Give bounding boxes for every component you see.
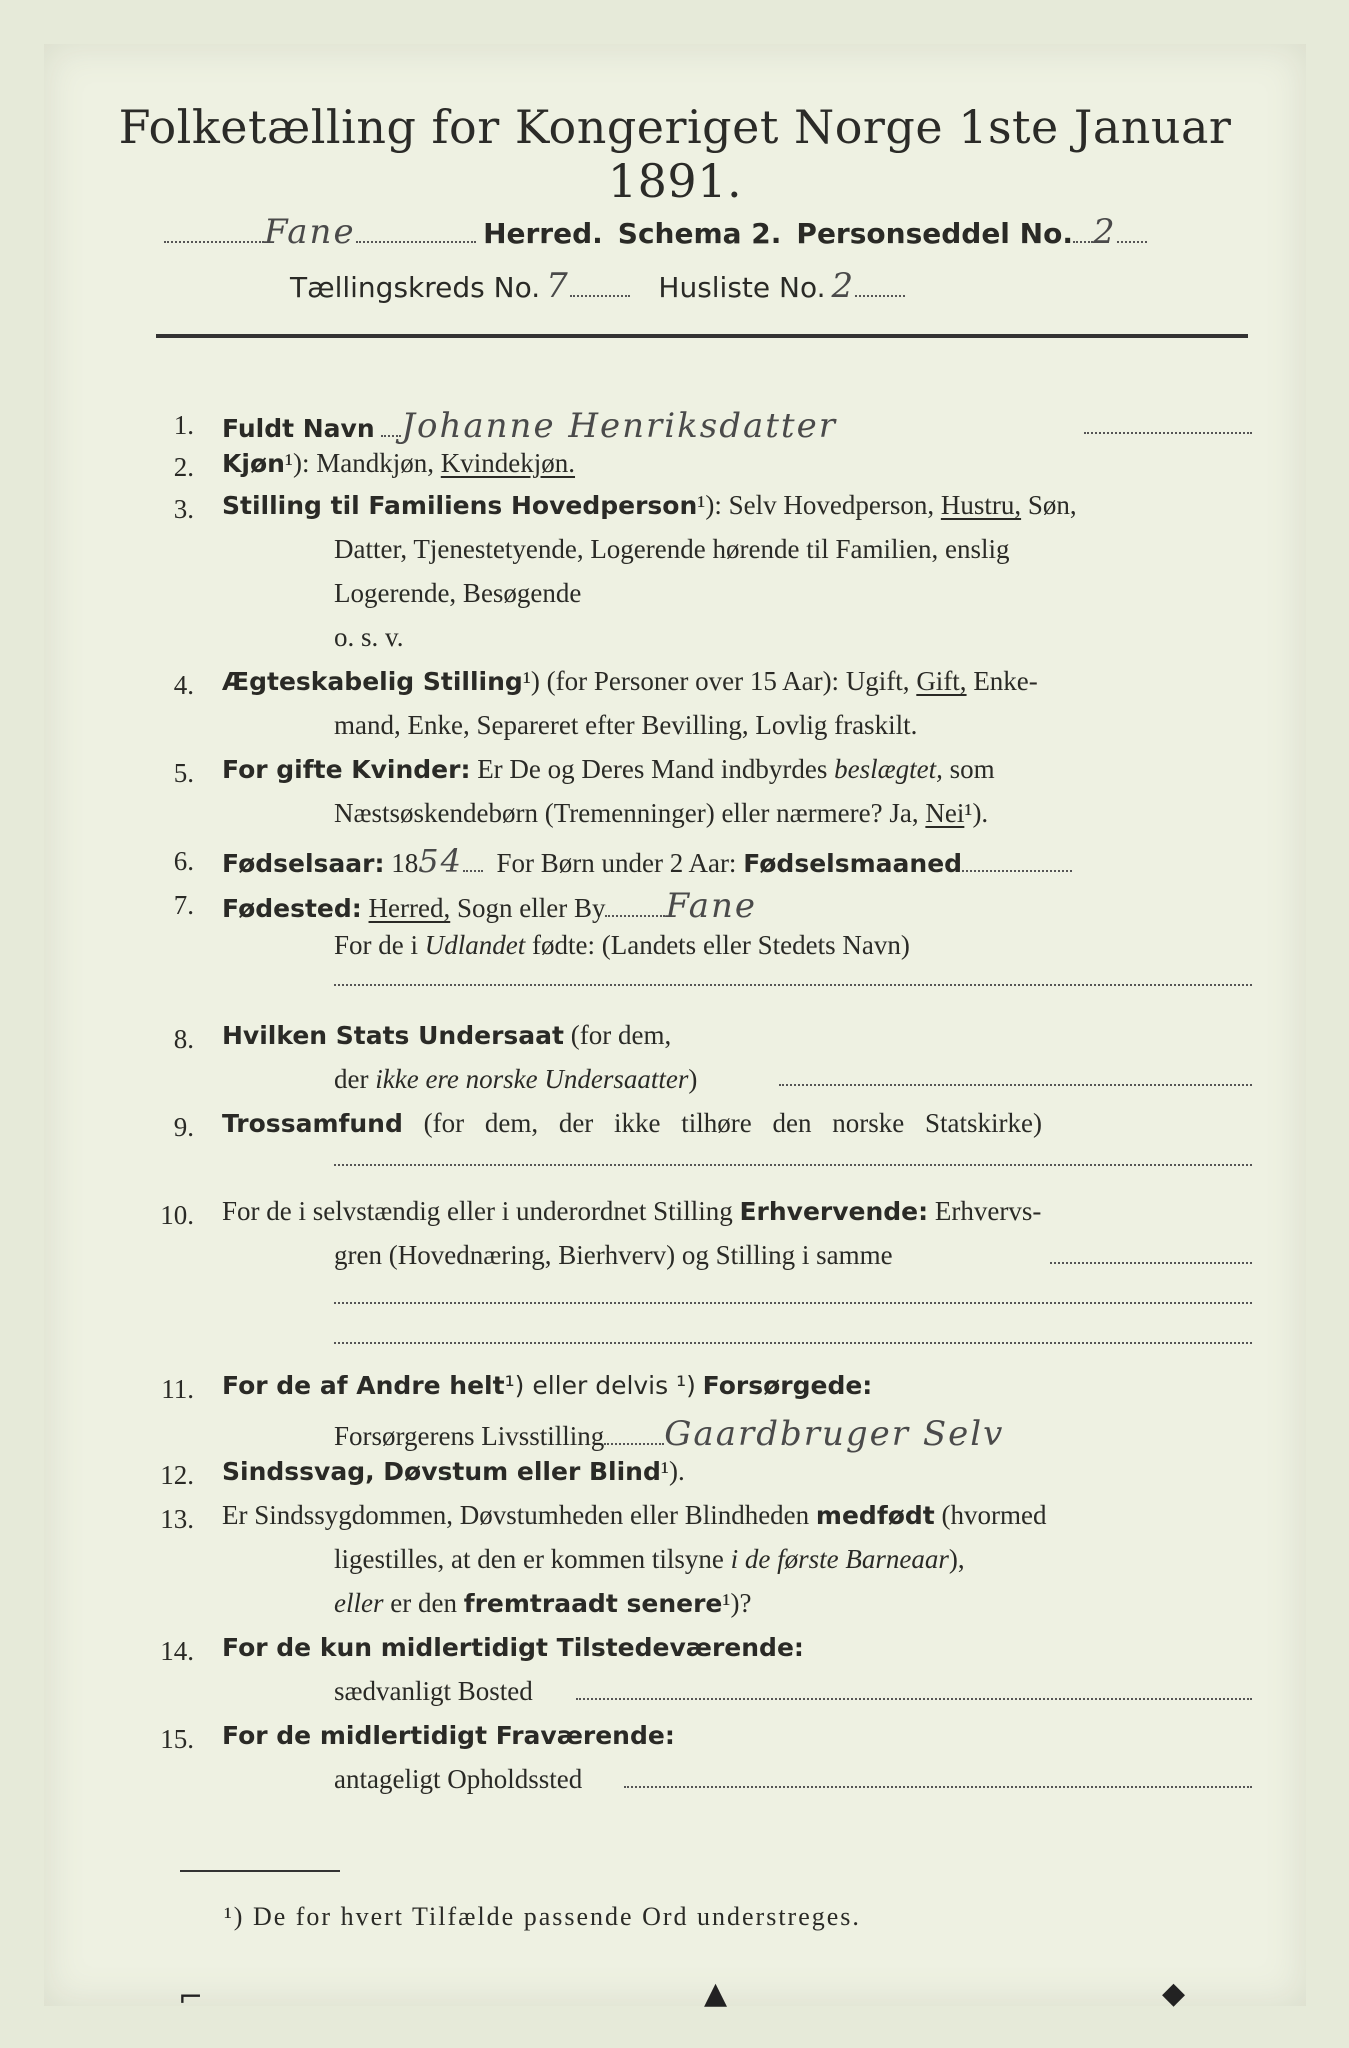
q1-row [222,406,837,446]
q11-text-b: ¹) eller delvis ¹) [504,1371,696,1400]
q15-row1 [222,1720,675,1751]
q7-fodte: fødte: (Landets eller Stedets Navn) [532,930,910,960]
q9-fill [334,1164,1252,1166]
q10-text-a: For de i selvstændig eller i underordnet Stilling [222,1196,733,1226]
q4-row2: mand, Enke, Separeret efter Bevilling, Lovlig fraskilt. [334,710,918,740]
q3-option-hustru: Hustru, [940,490,1022,520]
q6-text: For Børn under 2 Aar: [496,848,737,878]
q5-text: Er De og Deres Mand indbyrdes [477,754,828,784]
personseddel-value: 2 [1092,212,1117,252]
q7-value: Fane [665,886,758,926]
q5-beslaegtet: beslægtet, [834,754,943,784]
q15-label: For de midlertidigt Fraværende: [222,1721,675,1750]
q1-fill [1084,432,1252,434]
q3-row2: Datter, Tjenestetyende, Logerende hørende til Familien, enslig [334,534,1010,564]
q8-der: der [334,1064,369,1094]
q14-row1 [222,1632,804,1663]
q8-number: 8. [173,1024,194,1054]
corner-mark-left: ⌐ [178,1980,204,2015]
q10-fill1 [1050,1262,1252,1264]
q5-number: 5. [173,758,194,788]
herred-value: Fane [264,212,356,252]
footnote: ¹) De for hvert Tilfælde passende Ord understreges. [224,1902,861,1931]
q9-number: 9. [173,1112,194,1142]
q9-row [222,1108,1042,1139]
q13-er-den: er den [390,1588,457,1618]
q13-row1 [222,1500,1046,1531]
q1-value: Johanne Henriksdatter [401,406,837,446]
q13-close: ), [948,1544,965,1574]
q4-number: 4. [173,670,194,700]
herred-line [164,212,1147,252]
q2-option-male: Mandkjøn, [316,448,435,478]
kreds-label: Tællingskreds No. [290,271,541,304]
q13-text-a: Er Sindssygdommen, Døvstumheden eller Blindheden [222,1500,810,1530]
herred-label: Herred. [483,217,603,250]
q7-label: Fødested: [222,894,362,923]
q15-fill [624,1786,1252,1788]
q10-number: 10. [160,1200,194,1230]
q10-fill3 [334,1342,1252,1344]
husliste-label: Husliste No. [658,271,826,304]
q11-livsstilling: Forsørgerens Livsstilling [334,1421,605,1451]
q2-sup: ¹): [284,448,310,478]
q14-label: For de kun midlertidigt Tilstedeværende: [222,1633,804,1662]
husliste-value: 2 [831,266,856,306]
q7-row1 [222,886,757,926]
q7-sogn: Sogn eller By [456,893,606,923]
q3-option-son: Søn, [1027,490,1077,520]
q13-senere: fremtraadt senere [463,1589,723,1618]
q8-row2: der ikke ere norske Undersaatter) [334,1064,698,1094]
q3-sup: ¹): [697,490,722,520]
q8-ikke: ikke ere norske Undersaatter [375,1064,689,1094]
q5-label: For gifte Kvinder: [222,755,471,784]
kreds-line [290,266,905,306]
q5-sup: ¹). [964,798,989,828]
q11-text-a: For de af Andre helt [222,1371,505,1400]
q5-question: Næstsøskendebørn (Tremenninger) eller nærmere? Ja, [334,798,919,828]
q12-row [222,1456,685,1487]
form-title: Folketælling for Kongeriget Norge 1ste Januar 1891. [118,100,1232,208]
q10-erhvervende: Erhvervende: [739,1197,929,1226]
q13-text-b: ligestilles, at den er kommen tilsyne [334,1544,724,1574]
q4-label: Ægteskabelig Stilling [222,667,523,696]
q9-label: Trossamfund [222,1109,403,1138]
q5-som: som [949,754,995,784]
footnote-rule [180,1870,340,1872]
q14-row2: sædvanligt Bosted [334,1676,533,1706]
q13-number: 13. [160,1504,194,1534]
q10-row2: gren (Hovednæring, Bierhverv) og Stilling i samme [334,1240,893,1270]
kreds-value: 7 [546,266,570,306]
q7-row2 [334,930,910,961]
q5-row1 [222,754,995,785]
q8-label: Hvilken Stats Undersaat [222,1021,564,1050]
q3-label: Stilling til Familiens Hovedperson [222,491,698,520]
q15-row2: antageligt Opholdssted [334,1764,583,1794]
q11-row2 [334,1414,1004,1454]
q12-number: 12. [160,1460,194,1490]
q11-forsorgede: Forsørgede: [702,1371,873,1400]
q2-row [222,448,575,479]
q13-barneaar: i de første Barneaar [730,1544,949,1574]
q6-row [222,842,1072,880]
q6-value: 54 [418,842,463,880]
q6-fodselsmaaned: Fødselsmaaned [743,849,963,878]
census-form [44,44,1306,2015]
q8-row1 [222,1020,671,1051]
q8-fill [779,1084,1252,1086]
q6-prefix: 18 [391,848,419,878]
q3-number: 3. [173,494,194,524]
q3-option-selv: Selv Hovedperson, [728,490,935,520]
q12-sup: ¹). [660,1456,685,1486]
q6-number: 6. [173,846,194,876]
q13-row2 [334,1544,965,1575]
q10-fill2 [334,1302,1252,1304]
q7-udlandet: Udlandet [424,930,526,960]
header-rule [156,334,1248,338]
q14-fill [576,1698,1252,1700]
corner-mark-right: ◆ [1162,1976,1186,2011]
q13-sup: ¹)? [722,1588,752,1618]
q4-option-enke: Enke- [973,666,1038,696]
q3-row4: o. s. v. [334,622,404,652]
q13-medfodt: medfødt [815,1501,935,1530]
q10-row1 [222,1196,1041,1227]
q3-row3: Logerende, Besøgende [334,578,582,608]
q7-option-herred: Herred, [368,893,451,923]
q11-value: Gaardbruger Selv [664,1414,1005,1454]
q1-label: Fuldt Navn [222,414,375,443]
q6-label: Fødselsaar: [222,849,385,878]
q3-row1 [222,490,1077,521]
q1-number: 1. [173,410,194,440]
q10-erhvervs: Erhvervs- [934,1196,1042,1226]
q14-number: 14. [160,1636,194,1666]
q8-text: (for dem, [570,1020,672,1050]
q13-eller: eller [334,1588,384,1618]
q11-number: 11. [161,1374,194,1404]
q9-text: (for dem, der ikke tilhøre den norske Statskirke) [423,1108,1042,1138]
personseddel-label: Personseddel No. [796,217,1073,250]
q4-text: ¹) (for Personer over 15 Aar): Ugift, [522,666,910,696]
schema-label: Schema 2. [617,217,782,250]
q7-for-de-i: For de i [334,930,418,960]
q5-row2 [334,798,988,829]
q15-number: 15. [160,1724,194,1754]
q2-label: Kjøn [222,449,285,478]
q2-option-female: Kvindekjøn. [440,448,576,478]
q12-label: Sindssvag, Døvstum eller Blind [222,1457,661,1486]
q13-row3 [334,1588,751,1619]
q4-row1 [222,666,1038,697]
q13-hvormed: (hvormed [941,1500,1047,1530]
q5-option-nei: Nei [925,798,965,828]
q7-fill [334,984,1252,986]
q7-number: 7. [173,890,194,920]
q4-option-gift: Gift, [916,666,967,696]
q2-number: 2. [173,452,194,482]
q11-row1 [222,1370,872,1401]
corner-mark-center: ▲ [704,1976,728,2011]
